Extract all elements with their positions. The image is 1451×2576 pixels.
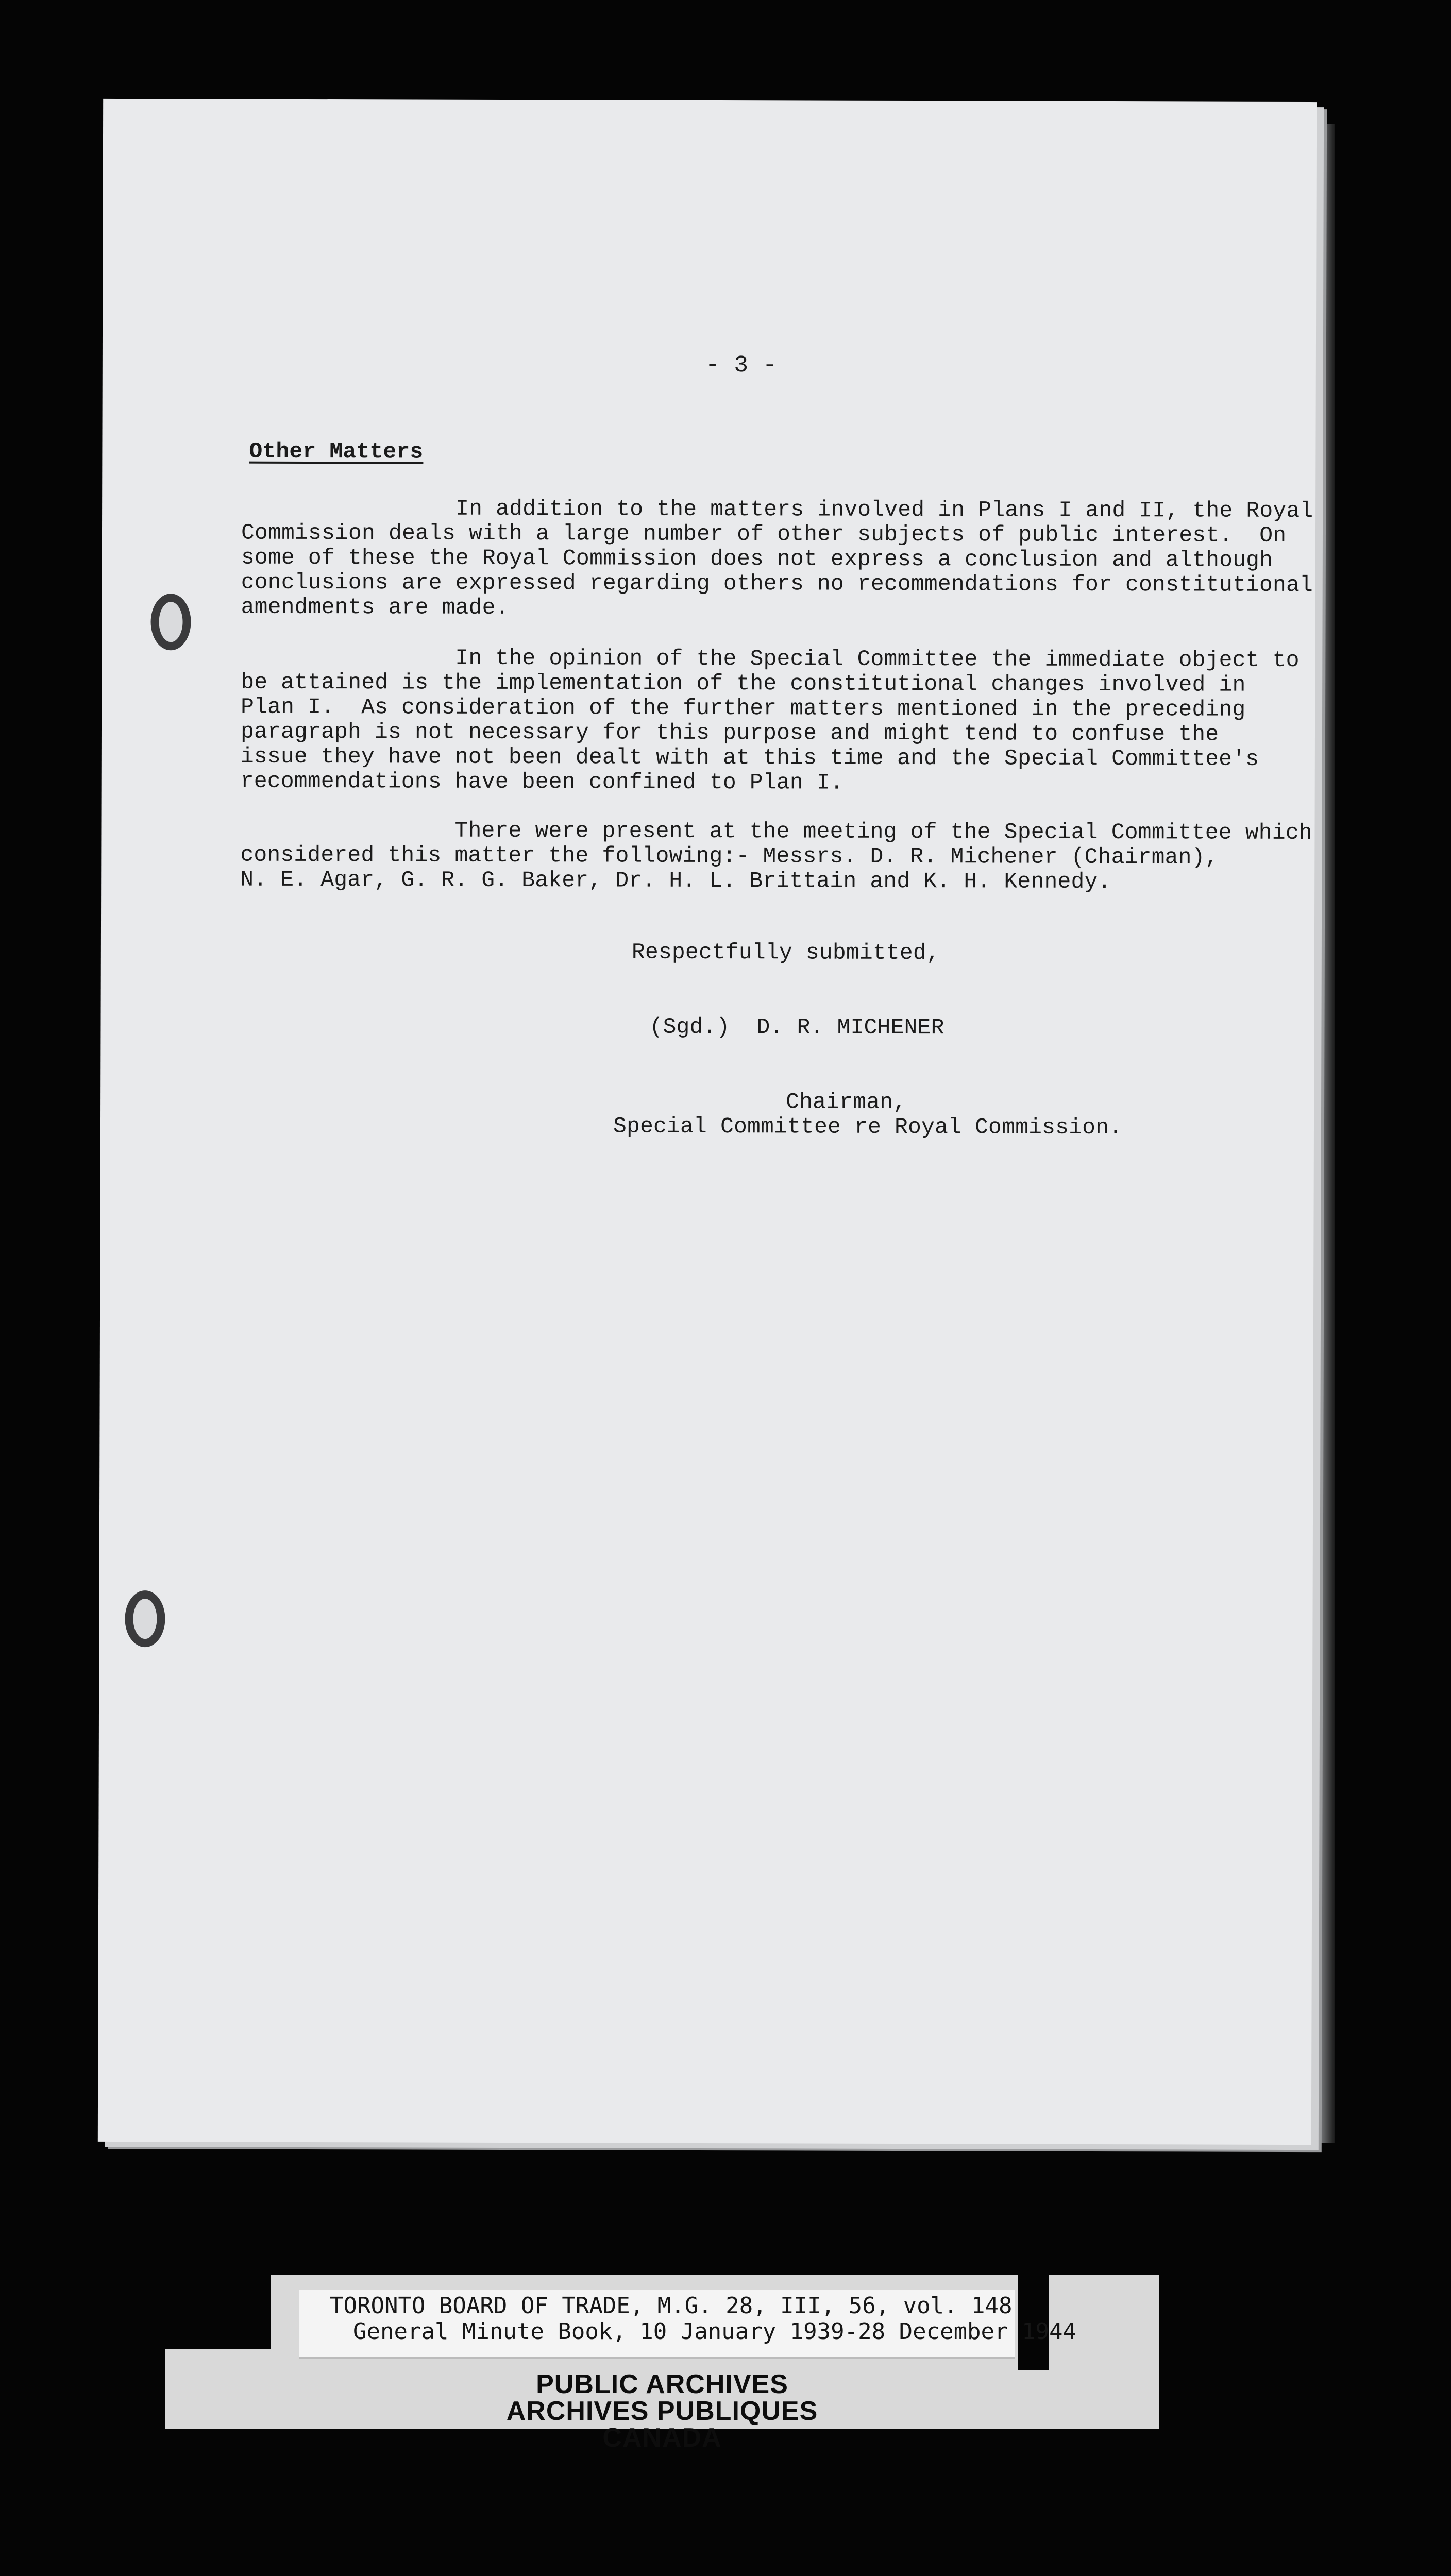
paragraph-line: some of these the Royal Commission does not express a conclusion and although — [241, 545, 1273, 573]
paragraph-line: Commission deals with a large number of other subjects of public interest. On — [241, 520, 1287, 548]
paragraph-line: recommendations have been confined to Plan I. — [240, 768, 843, 795]
label-notch-left — [165, 2272, 271, 2349]
paragraph-line: be attained is the implementation of the constitutional changes involved in — [241, 669, 1246, 698]
closing-line: Respectfully submitted, — [631, 939, 940, 966]
page-number: - 3 - — [705, 351, 777, 379]
paragraph-line: There were present at the meeting of the Special Committee which — [240, 817, 1312, 846]
archive-name-en: PUBLIC ARCHIVES — [536, 2369, 788, 2399]
archive-reference-line-1: TORONTO BOARD OF TRADE, M.G. 28, III, 56, vol. 148 — [330, 2293, 1013, 2319]
paragraph-line: In addition to the matters involved in Plans I and II, the Royal — [241, 495, 1313, 524]
paragraph-line: issue they have not been dealt with at this time and the Special Committee's — [240, 743, 1259, 772]
paragraph-line: Plan I. As consideration of the further matters mentioned in the preceding — [241, 694, 1246, 722]
paragraph-line: N. E. Agar, G. R. G. Baker, Dr. H. L. Brittain and K. H. Kennedy. — [240, 867, 1111, 895]
punch-hole-top — [150, 594, 191, 650]
signature-line: (Sgd.) D. R. MICHENER — [649, 1014, 944, 1041]
committee-title: Special Committee re Royal Commission. — [613, 1113, 1123, 1141]
archive-country: CANADA — [602, 2423, 722, 2453]
archive-reference-line-2: General Minute Book, 10 January 1939-28 December 1944 — [353, 2318, 1076, 2345]
paragraph-line: considered this matter the following:- Messrs. D. R. Michener (Chairman), — [240, 842, 1219, 870]
section-heading: Other Matters — [249, 438, 424, 465]
archive-name-fr: ARCHIVES PUBLIQUES — [506, 2396, 818, 2426]
punch-hole-bottom — [125, 1590, 165, 1647]
paragraph-line: paragraph is not necessary for this purpose and might tend to confuse the — [240, 719, 1219, 747]
signatory-title: Chairman, — [786, 1089, 907, 1115]
document-page — [98, 99, 1317, 2145]
paragraph-line: amendments are made. — [241, 594, 509, 620]
paragraph-line: conclusions are expressed regarding others no recommendations for constitutional — [241, 569, 1313, 598]
paragraph-line: In the opinion of the Special Committee the immediate object to — [241, 645, 1300, 673]
